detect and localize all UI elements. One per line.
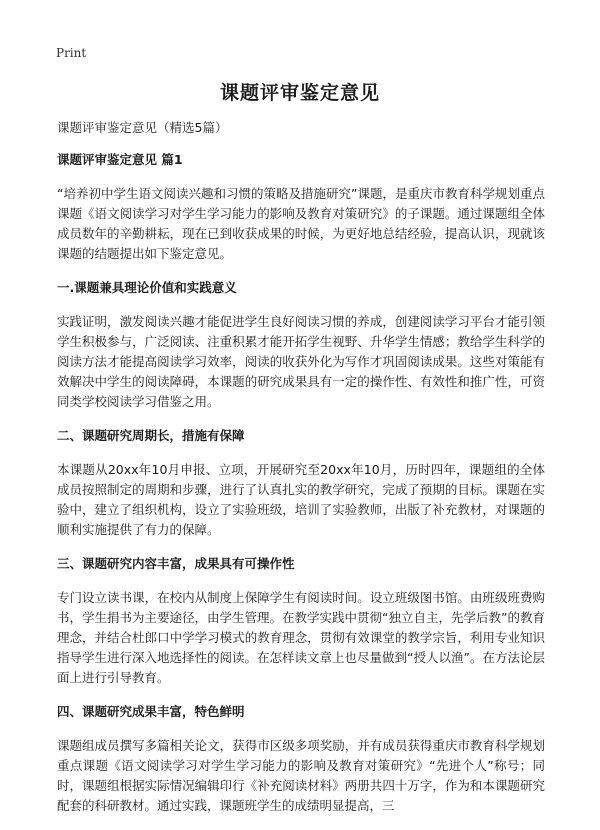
section-paragraph-1: 实践证明，激发阅读兴趣才能促进学生良好阅读习惯的养成，创建阅读学习平台才能引领学生积极参与，广泛阅读、注重积累才能开拓学生视野、升华学生情感；教给学生科学的阅读方法才能提高阅读学习效率，阅读的收获外化为写作才巩固阅读成果。这些对策能有效解决中学生的阅读障碍，本课题的研究成果具有一定的操作性、有效性和推广性，可资同类学校阅读学习借鉴之用。 — [57, 314, 545, 409]
document-subtitle: 课题评审鉴定意见（精选5篇） — [57, 120, 228, 135]
section-heading-4: 四、课题研究成果丰富，特色鲜明 — [57, 704, 245, 719]
print-link[interactable]: Print — [56, 46, 87, 60]
page-title: 课题评审鉴定意见 — [219, 82, 380, 104]
section-paragraph-3: 专门设立读书课，在校内从制度上保障学生有阅读时间。设立班级图书馆。由班级班费购书，学生捐书为主要途径，由学生管理。在教学实践中贯彻“独立自主，先学后教”的教育理念，并结合杜郎口中学学习模式的教育理念，贯彻有效课堂的教学宗旨，利用专业知识指导学生进行深入地选择性的阅读。在怎样读文章上也尽量做到“授人以渔”。在方法论层面上进行引导教育。 — [57, 590, 545, 685]
chapter-heading: 课题评审鉴定意见 篇1 — [57, 152, 183, 167]
section-heading-1: 一.课题兼具理论价值和实践意义 — [57, 280, 237, 295]
section-paragraph-4: 课题组成员撰写多篇相关论文，获得市区级多项奖励，并有成员获得重庆市教育科学规划重点课题《语文阅读学习对学生学习能力的影响及教育对策研究》“先进个人”称号；同时，课题组根据实际情况编辑印行《补充阅读材料》两册共四十万字，作为和本课题研究配套的科研教材。通过实践，课题班学生的成绩明显提高，三 — [57, 738, 545, 813]
section-heading-3: 三、课题研究内容丰富，成果具有可操作性 — [57, 556, 295, 571]
intro-paragraph: “培养初中学生语文阅读兴趣和习惯的策略及措施研究”课题，是重庆市教育科学规划重点课题《语文阅读学习对学生学习能力的影响及教育对策研究》的子课题。通过课题组全体成员数年的辛勤耕耘，现在已到收获成果的时候，为更好地总结经验，提高认识，现就该课题的结题提出如下鉴定意见。 — [57, 186, 545, 261]
section-heading-2: 二、课题研究周期长，措施有保障 — [57, 428, 245, 443]
section-paragraph-2: 本课题从20xx年10月申报、立项，开展研究至20xx年10月，历时四年，课题组的全体成员按照制定的周期和步骤，进行了认真扎实的教学研究，完成了预期的目标。课题在实验中，建立了组织机构，设立了实验班级，培训了实验教师，出版了补充教材，对课题的顺利实施提供了有力的保障。 — [57, 462, 545, 537]
document-body — [57, 118, 545, 830]
